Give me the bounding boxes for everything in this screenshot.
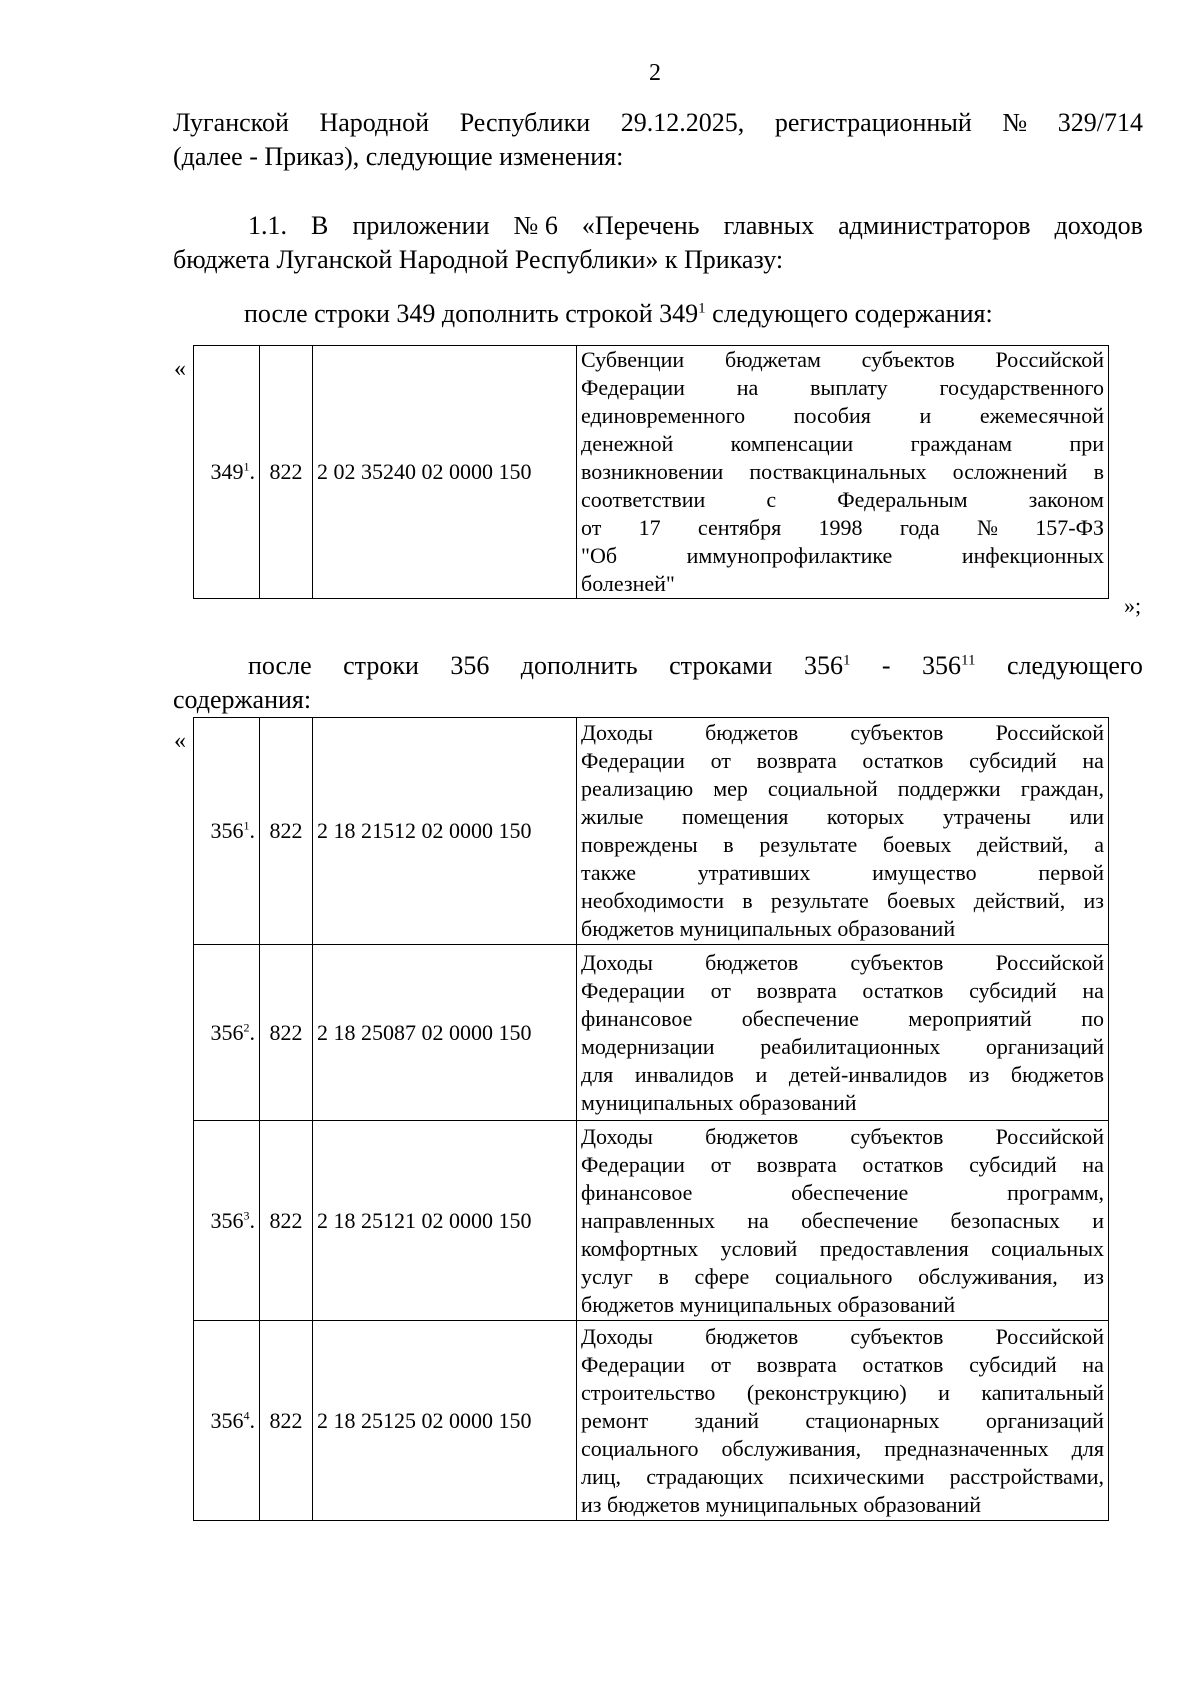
word: регистрационный <box>774 108 972 137</box>
word: доходов <box>1054 211 1143 240</box>
income-name-line: от 17 сентября 1998 года № 157-ФЗ <box>581 515 1104 540</box>
intro-line-2: (далее - Приказ), следующие изменения: <box>173 142 624 171</box>
intro-line-1 <box>173 106 1143 140</box>
page-number: 2 <box>649 60 661 86</box>
income-name-line: "Об иммунопрофилактике инфекционных <box>581 543 1104 568</box>
row-number-cell: $356^4$. <box>194 1321 260 1521</box>
row-number-cell: $349^1$. <box>194 346 260 599</box>
word: 329/714 <box>1057 108 1143 137</box>
word: 356 <box>450 651 490 680</box>
income-name-line: строительство (реконструкцию) и капитальный <box>581 1379 1104 1405</box>
income-name-line: бюджетов муниципальных образований <box>581 916 956 941</box>
income-name-line: денежной компенсации гражданам при <box>581 431 1104 456</box>
word: дополнить <box>520 651 638 680</box>
income-name-line: для инвалидов и детей-инвалидов из бюджетов <box>581 1061 1104 1087</box>
range-start: $356^1$ <box>803 651 851 680</box>
range-end: $356^{11}$ <box>922 651 976 680</box>
income-name-line: жилые помещения которых утрачены или <box>581 804 1104 829</box>
word: администраторов <box>838 211 1031 240</box>
income-name-line: социального обслуживания, предназначенных для <box>581 1435 1104 1461</box>
table-row <box>194 1121 1109 1321</box>
income-name-cell <box>577 718 1109 945</box>
word: после <box>248 651 312 680</box>
word: Луганской <box>173 108 289 137</box>
income-name-line: муниципальных образований <box>581 1089 857 1115</box>
table-row-349 <box>193 345 1109 599</box>
income-name-line: единовременного пособия и ежемесячной <box>581 403 1104 428</box>
instruction-349-sup: 1 <box>698 300 706 317</box>
income-name-line: повреждены в результате боевых действий, а <box>581 832 1104 857</box>
intro-paragraph <box>173 106 1143 174</box>
item-1-1-paragraph <box>173 209 1143 277</box>
row-number-cell: $356^2$. <box>194 945 260 1121</box>
table-row <box>194 1321 1109 1521</box>
income-name-line: также утративших имущество первой <box>581 860 1104 885</box>
instruction-356 <box>173 649 1143 717</box>
income-name-line: Федерации на выплату государственного <box>581 375 1104 400</box>
instruction-349 <box>244 297 1144 331</box>
income-name-line: реализацию мер социальной поддержки граждан, <box>581 776 1104 801</box>
income-name-line: Федерации от возврата остатков субсидий на <box>581 1151 1104 1177</box>
income-name-line: возникновении поствакцинальных осложнений в <box>581 459 1104 484</box>
row-number-cell: $356^1$. <box>194 718 260 945</box>
word: № 6 <box>513 211 558 240</box>
income-name-line: Субвенции бюджетам субъектов Российской <box>581 347 1104 372</box>
income-name-line: Федерации от возврата остатков субсидий на <box>581 1351 1104 1377</box>
word: следующего <box>1006 651 1143 680</box>
word: Республики <box>459 108 591 137</box>
income-name-line: комфортных условий предоставления социальных <box>581 1235 1104 1261</box>
income-name-line: Доходы бюджетов субъектов Российской <box>581 720 1104 745</box>
instruction-349-text: после строки 349 дополнить строкой 349 <box>244 299 699 328</box>
instruction-356-line-2: содержания: <box>173 685 312 714</box>
item-line-2: бюджета Луганской Народной Республики» к Приказу: <box>173 245 784 274</box>
income-name-line: Федерации от возврата остатков субсидий на <box>581 977 1104 1003</box>
income-name-cell <box>577 945 1109 1121</box>
income-name-line: модернизации реабилитационных организаций <box>581 1033 1104 1059</box>
word: строки <box>343 651 419 680</box>
income-name-line: финансовое обеспечение программ, <box>581 1179 1104 1205</box>
instruction-349-tail: следующего содержания: <box>705 299 993 328</box>
income-name-line: финансовое обеспечение мероприятий по <box>581 1005 1104 1031</box>
range-dash: - <box>881 651 891 680</box>
opening-quote-1: « <box>174 356 186 382</box>
admin-code-cell: 822 <box>260 346 313 599</box>
income-name-line: лиц, страдающих психическими расстройствами, <box>581 1463 1104 1489</box>
word: 29.12.2025, <box>620 108 745 137</box>
income-name-line: услуг в сфере социального обслуживания, из <box>581 1263 1104 1289</box>
closing-quote-1: »; <box>1124 593 1142 618</box>
income-name-cell <box>577 1121 1109 1321</box>
word: «Перечень <box>581 211 700 240</box>
word: строками <box>669 651 773 680</box>
table-row <box>194 945 1109 1121</box>
admin-code-cell: 822 <box>260 945 313 1121</box>
income-name-line: болезней" <box>581 571 675 596</box>
income-name-line: Доходы бюджетов субъектов Российской <box>581 1323 1104 1349</box>
budget-code-cell: 2 18 21512 02 0000 150 <box>313 718 577 945</box>
word: главных <box>723 211 815 240</box>
income-name-line: Доходы бюджетов субъектов Российской <box>581 1123 1104 1149</box>
budget-code-cell: 2 18 25121 02 0000 150 <box>313 1121 577 1321</box>
admin-code-cell: 822 <box>260 1321 313 1521</box>
budget-code-cell: 2 18 25087 02 0000 150 <box>313 945 577 1121</box>
word: Народной <box>319 108 430 137</box>
item-line-1 <box>173 209 1143 243</box>
budget-code-cell: 2 18 25125 02 0000 150 <box>313 1321 577 1521</box>
income-name-line: из бюджетов муниципальных образований <box>581 1491 982 1517</box>
table-rows-356 <box>193 717 1109 1521</box>
income-name-line: необходимости в результате боевых действий, из <box>581 888 1104 913</box>
word: В <box>311 211 329 240</box>
income-name-cell <box>577 1321 1109 1521</box>
budget-code-cell: 2 02 35240 02 0000 150 <box>313 346 577 599</box>
instruction-356-line-1 <box>173 649 1143 683</box>
word: № <box>1002 108 1028 137</box>
opening-quote-2: « <box>174 728 186 754</box>
income-name-line: ремонт зданий стационарных организаций <box>581 1407 1104 1433</box>
income-name-line: направленных на обеспечение безопасных и <box>581 1207 1104 1233</box>
table-row <box>194 346 1109 599</box>
row-number-cell: $356^3$. <box>194 1121 260 1321</box>
word: 1.1. <box>248 211 287 240</box>
income-name-line: бюджетов муниципальных образований <box>581 1291 956 1317</box>
income-name-line: Доходы бюджетов субъектов Российской <box>581 949 1104 975</box>
admin-code-cell: 822 <box>260 718 313 945</box>
income-name-line: Федерации от возврата остатков субсидий на <box>581 748 1104 773</box>
word: приложении <box>352 211 490 240</box>
table-row <box>194 718 1109 945</box>
income-name-line: соответствии с Федеральным законом <box>581 487 1104 512</box>
admin-code-cell: 822 <box>260 1121 313 1321</box>
income-name-cell <box>577 346 1109 599</box>
